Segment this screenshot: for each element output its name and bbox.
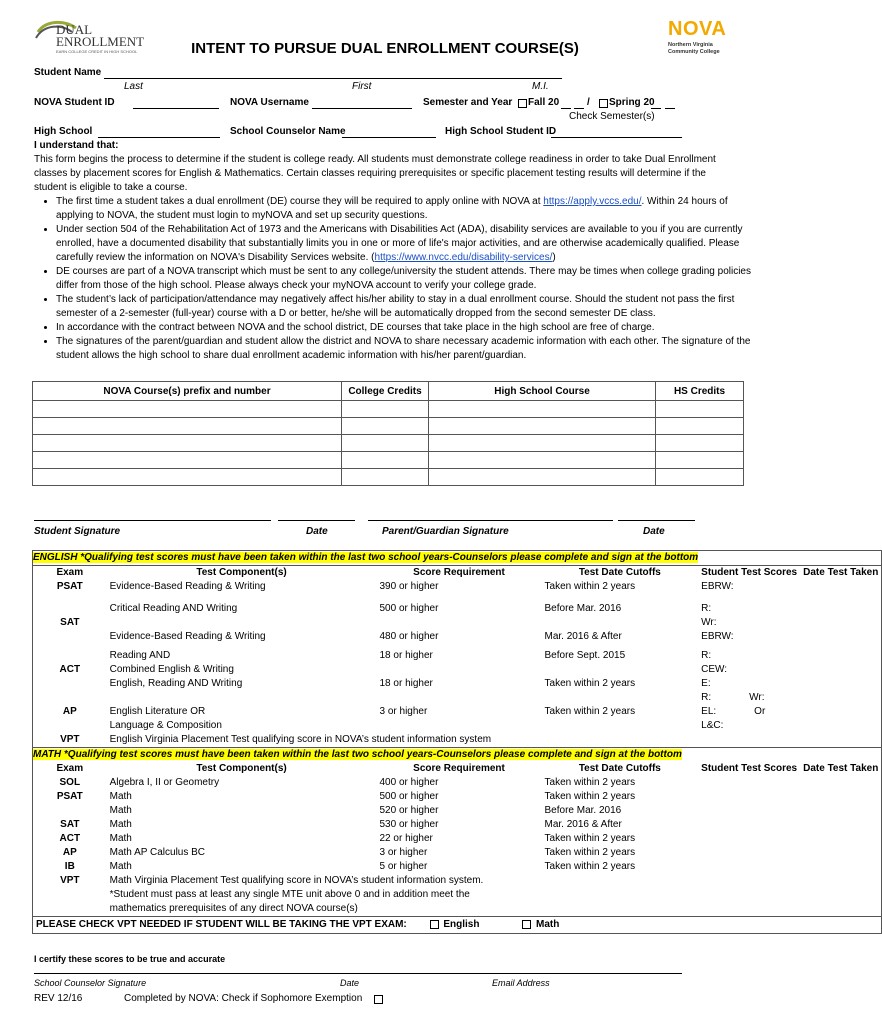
date-label-2: Date <box>643 526 665 537</box>
terms-list <box>34 195 760 363</box>
spring-checkbox[interactable] <box>599 99 608 108</box>
score-cell: 18 or higher <box>379 678 433 689</box>
score-cell: 500 or higher <box>379 603 439 614</box>
exam-cell: VPT <box>60 875 80 886</box>
student-name-field[interactable] <box>104 78 562 79</box>
exam-cell: PSAT <box>56 581 83 592</box>
course-row[interactable] <box>33 452 744 469</box>
exam-cell: AP <box>62 706 77 717</box>
cutoff-cell: Mar. 2016 & After <box>544 631 622 642</box>
nova-logo-name: NOVA <box>668 18 727 40</box>
component-cell: Evidence-Based Reading & Writing <box>109 631 266 642</box>
high-school-label: High School <box>34 126 93 137</box>
course-row[interactable] <box>33 418 744 435</box>
col-header: Score Requirement <box>413 567 505 578</box>
student-score-cell[interactable] <box>698 860 800 874</box>
vpt-math-checkbox[interactable] <box>522 920 531 929</box>
date-taken-cell[interactable] <box>800 580 882 594</box>
term-item: • The student’s lack of participation/attendance may negatively affect his/her ability to stay in a dual enrollment course. Should the student not pass the first semester of a 2-semester (full-year) course with a D or better, he/she will be automatically dropped from the second semester DE class. <box>56 293 760 321</box>
cutoff-cell: Taken within 2 years <box>544 678 636 689</box>
math-row: AP Math AP Calculus BC 3 or higher Taken within 2 years <box>33 846 882 860</box>
col-header: Date Test Taken <box>803 567 879 578</box>
component-cell: Combined English & Writing <box>109 664 234 675</box>
certify-text: I certify these scores to be true and accurate <box>34 954 226 964</box>
math-banner: MATH *Qualifying test scores must have been taken within the last two school years-Counselors please complete and sign at the bottom <box>33 749 682 760</box>
course-header: HS Credits <box>656 382 744 401</box>
high-school-field[interactable] <box>98 137 220 138</box>
course-header: College Credits <box>342 382 429 401</box>
nova-logo-line2: Community College <box>668 49 720 55</box>
fall-year-field-a[interactable] <box>561 108 571 109</box>
term-item: • DE courses are part of a NOVA transcript which must be sent to any college/university the student attends. There may be times when college grading policies differ from those of the high school. Please always check your myNOVA account to verify your college grade. <box>56 265 760 293</box>
hs-student-id-field[interactable] <box>551 137 682 138</box>
nova-username-field[interactable] <box>312 108 412 109</box>
math-row: PSAT Math 500 or higher Taken within 2 years <box>33 790 882 804</box>
email-label: Email Address <box>492 978 550 988</box>
student-score-cell[interactable]: R: Wr: <box>701 692 765 703</box>
math-row: Math 520 or higher Before Mar. 2016 <box>33 804 882 818</box>
student-score-cell[interactable]: EL: Or <box>701 706 766 717</box>
date-taken-cell[interactable] <box>800 776 882 790</box>
component-cell: *Student must pass at least any single MTE unit above 0 and in addition meet the <box>109 889 470 900</box>
student-score-cell[interactable] <box>698 790 800 804</box>
vpt-check-label: PLEASE CHECK VPT NEEDED IF STUDENT WILL BE TAKING THE VPT EXAM: <box>36 919 407 930</box>
date-taken-cell[interactable] <box>800 630 882 644</box>
fall-checkbox[interactable] <box>518 99 527 108</box>
last-label: Last <box>124 81 143 92</box>
completed-label: Completed by NOVA: Check if Sophomore Exemption <box>124 993 363 1004</box>
score-cell: 18 or higher <box>379 650 433 661</box>
mi-label: M.I. <box>532 81 549 92</box>
date-line-1[interactable] <box>278 520 355 521</box>
first-label: First <box>352 81 372 92</box>
date-taken-cell[interactable] <box>800 649 882 663</box>
term-item: • In accordance with the contract between NOVA and the school district, DE courses that take place in the high school are free of charge. <box>56 321 760 335</box>
cutoff-cell: Before Sept. 2015 <box>544 650 626 661</box>
student-score-cell[interactable] <box>698 804 800 818</box>
parent-signature-line[interactable] <box>368 520 613 521</box>
student-score-cell[interactable]: EBRW: <box>701 581 734 592</box>
component-cell: English, Reading AND Writing <box>109 678 243 689</box>
term-item: • The first time a student takes a dual enrollment (DE) course they will be required to apply online with NOVA at https://apply.vccs.edu/. Within 24 hours of applying to NOVA, the student must login to myNOVA and set up security questions. <box>56 195 760 223</box>
date-taken-cell[interactable] <box>800 860 882 874</box>
course-row[interactable] <box>33 469 744 486</box>
student-signature-line[interactable] <box>34 520 271 521</box>
student-score-cell[interactable]: R: <box>701 650 712 661</box>
sophomore-exemption-checkbox[interactable] <box>374 995 383 1004</box>
exam-cell: ACT <box>59 664 81 675</box>
col-header: Exam <box>56 567 84 578</box>
student-score-cell[interactable] <box>698 832 800 846</box>
student-score-cell[interactable] <box>698 776 800 790</box>
term-item: • The signatures of the parent/guardian and student allow the district and NOVA to share necessary academic information with each other. The signature of the student allows the high school to share dual enrollment academic information with his/her parent/guardian. <box>56 335 760 363</box>
nova-id-label: NOVA Student ID <box>34 97 115 108</box>
component-cell: English Virginia Placement Test qualifying score in NOVA’s student information system <box>109 734 492 745</box>
exam-cell: SAT <box>60 617 80 628</box>
date-taken-cell[interactable] <box>800 602 882 616</box>
disability-link[interactable]: https://www.nvcc.edu/disability-services/ <box>374 252 553 263</box>
exam-cell: VPT <box>60 734 80 745</box>
math-row: ACT Math 22 or higher Taken within 2 years <box>33 832 882 846</box>
component-cell: Critical Reading AND Writing <box>109 603 238 614</box>
nova-logo-line1: Northern Virginia <box>668 42 713 48</box>
col-header: Test Date Cutoffs <box>578 763 661 774</box>
col-header: Score Requirement <box>413 763 505 774</box>
score-cell: 3 or higher <box>379 706 428 717</box>
col-header: Student Test Scores <box>701 567 798 578</box>
col-header: Test Date Cutoffs <box>578 567 661 578</box>
component-cell: mathematics prerequisites of any direct NOVA course(s) <box>109 903 358 914</box>
intro-paragraph: This form begins the process to determine if the student is college ready. All students must demonstrate college readiness in order to take Dual Enrollment classes by placement scores for English & Mathematics. Certain classes requiring prerequisites or specific placement testing results will determine if the student is eligible to take a course. <box>34 154 716 193</box>
english-banner: ENGLISH *Qualifying test scores must have been taken within the last two school years-Counselors please complete and sign at the bottom <box>33 552 699 563</box>
logo-line1: DUAL <box>56 22 93 37</box>
student-score-cell[interactable]: Wr: <box>701 617 717 628</box>
parent-signature-label: Parent/Guardian Signature <box>382 526 509 537</box>
cutoff-cell: Taken within 2 years <box>544 581 636 592</box>
date-line-2[interactable] <box>618 520 695 521</box>
cutoff-cell: Taken within 2 years <box>544 706 636 717</box>
spring-label: Spring 20 <box>609 97 655 108</box>
counselor-field[interactable] <box>342 137 436 138</box>
spring-year-field-a[interactable] <box>651 108 661 109</box>
spring-year-field-b[interactable] <box>665 108 675 109</box>
date-taken-cell[interactable] <box>800 832 882 846</box>
student-score-cell[interactable] <box>698 818 800 832</box>
date-taken-cell[interactable] <box>800 846 882 860</box>
component-cell: Language & Composition <box>109 720 222 731</box>
counselor-label: School Counselor Name <box>230 126 346 137</box>
student-score-cell[interactable]: EBRW: <box>701 631 734 642</box>
course-row[interactable] <box>33 401 744 418</box>
course-row[interactable] <box>33 435 744 452</box>
student-score-cell[interactable]: E: <box>701 678 711 689</box>
counselor-signature-line[interactable] <box>34 973 682 974</box>
component-cell: Evidence-Based Reading & Writing <box>109 581 266 592</box>
vpt-check-row <box>33 917 882 934</box>
page-title: INTENT TO PURSUE DUAL ENROLLMENT COURSE(S) <box>191 40 579 57</box>
apply-link[interactable]: https://apply.vccs.edu/ <box>543 196 642 207</box>
student-score-cell[interactable] <box>698 846 800 860</box>
student-score-cell[interactable]: L&C: <box>701 720 724 731</box>
course-header: High School Course <box>429 382 656 401</box>
score-cell: 480 or higher <box>379 631 439 642</box>
math-row: SAT Math 530 or higher Mar. 2016 & After <box>33 818 882 832</box>
hs-student-id-label: High School Student ID <box>445 126 557 137</box>
student-score-cell[interactable]: R: <box>701 603 712 614</box>
date-taken-cell[interactable] <box>800 818 882 832</box>
term-item: • Under section 504 of the Rehabilitation Act of 1973 and the Americans with Disabilities Act (ADA), disability services are available to you if you are currently enrolled, have a documented disability that substantially limits you in one or more of life's major activities, and are otherwise academically qualified. Please carefully review the information on NOVA's Disability Services website. (https://www.nvcc.edu/disability-services/) <box>56 223 760 265</box>
revision-label: REV 12/16 <box>34 993 83 1004</box>
student-score-cell[interactable]: CEW: <box>701 664 728 675</box>
logo-tagline: EARN COLLEGE CREDIT IN HIGH SCHOOL <box>56 49 138 54</box>
student-name-label: Student Name <box>34 67 102 78</box>
fall-year-field-b[interactable] <box>574 108 584 109</box>
semester-label: Semester and Year <box>423 97 513 108</box>
math-row: SOL Algebra I, II or Geometry 400 or higher Taken within 2 years <box>33 776 882 790</box>
component-cell: Math Virginia Placement Test qualifying score in NOVA’s student information system. <box>109 875 484 886</box>
col-header: Test Component(s) <box>196 567 287 578</box>
vpt-english-checkbox[interactable] <box>430 920 439 929</box>
math-row: IB Math 5 or higher Taken within 2 years <box>33 860 882 874</box>
student-signature-label: Student Signature <box>34 526 121 537</box>
col-header: Test Component(s) <box>196 763 287 774</box>
component-cell: Reading AND <box>109 650 171 661</box>
score-cell: 390 or higher <box>379 581 439 592</box>
understand-heading: I understand that: <box>34 140 119 151</box>
col-header: Date Test Taken <box>803 763 879 774</box>
component-cell: English Literature OR <box>109 706 206 717</box>
footer-date-label: Date <box>340 978 360 988</box>
vpt-english-label: English <box>443 919 480 930</box>
course-table <box>32 381 744 486</box>
date-label-1: Date <box>306 526 328 537</box>
nova-id-field[interactable] <box>133 108 219 109</box>
date-taken-cell[interactable] <box>800 790 882 804</box>
cutoff-cell: Before Mar. 2016 <box>544 603 622 614</box>
course-header: NOVA Course(s) prefix and number <box>33 382 342 401</box>
col-header: Exam <box>56 763 84 774</box>
col-header: Student Test Scores <box>701 763 798 774</box>
logo-line2: ENROLLMENT <box>56 34 145 49</box>
check-semesters-label: Check Semester(s) <box>569 111 655 122</box>
date-taken-cell[interactable] <box>800 804 882 818</box>
vpt-math-label: Math <box>536 919 560 930</box>
counselor-signature-label: School Counselor Signature <box>34 978 147 988</box>
nova-username-label: NOVA Username <box>230 97 309 108</box>
fall-label: Fall 20 <box>528 97 560 108</box>
scores-table <box>32 550 882 934</box>
